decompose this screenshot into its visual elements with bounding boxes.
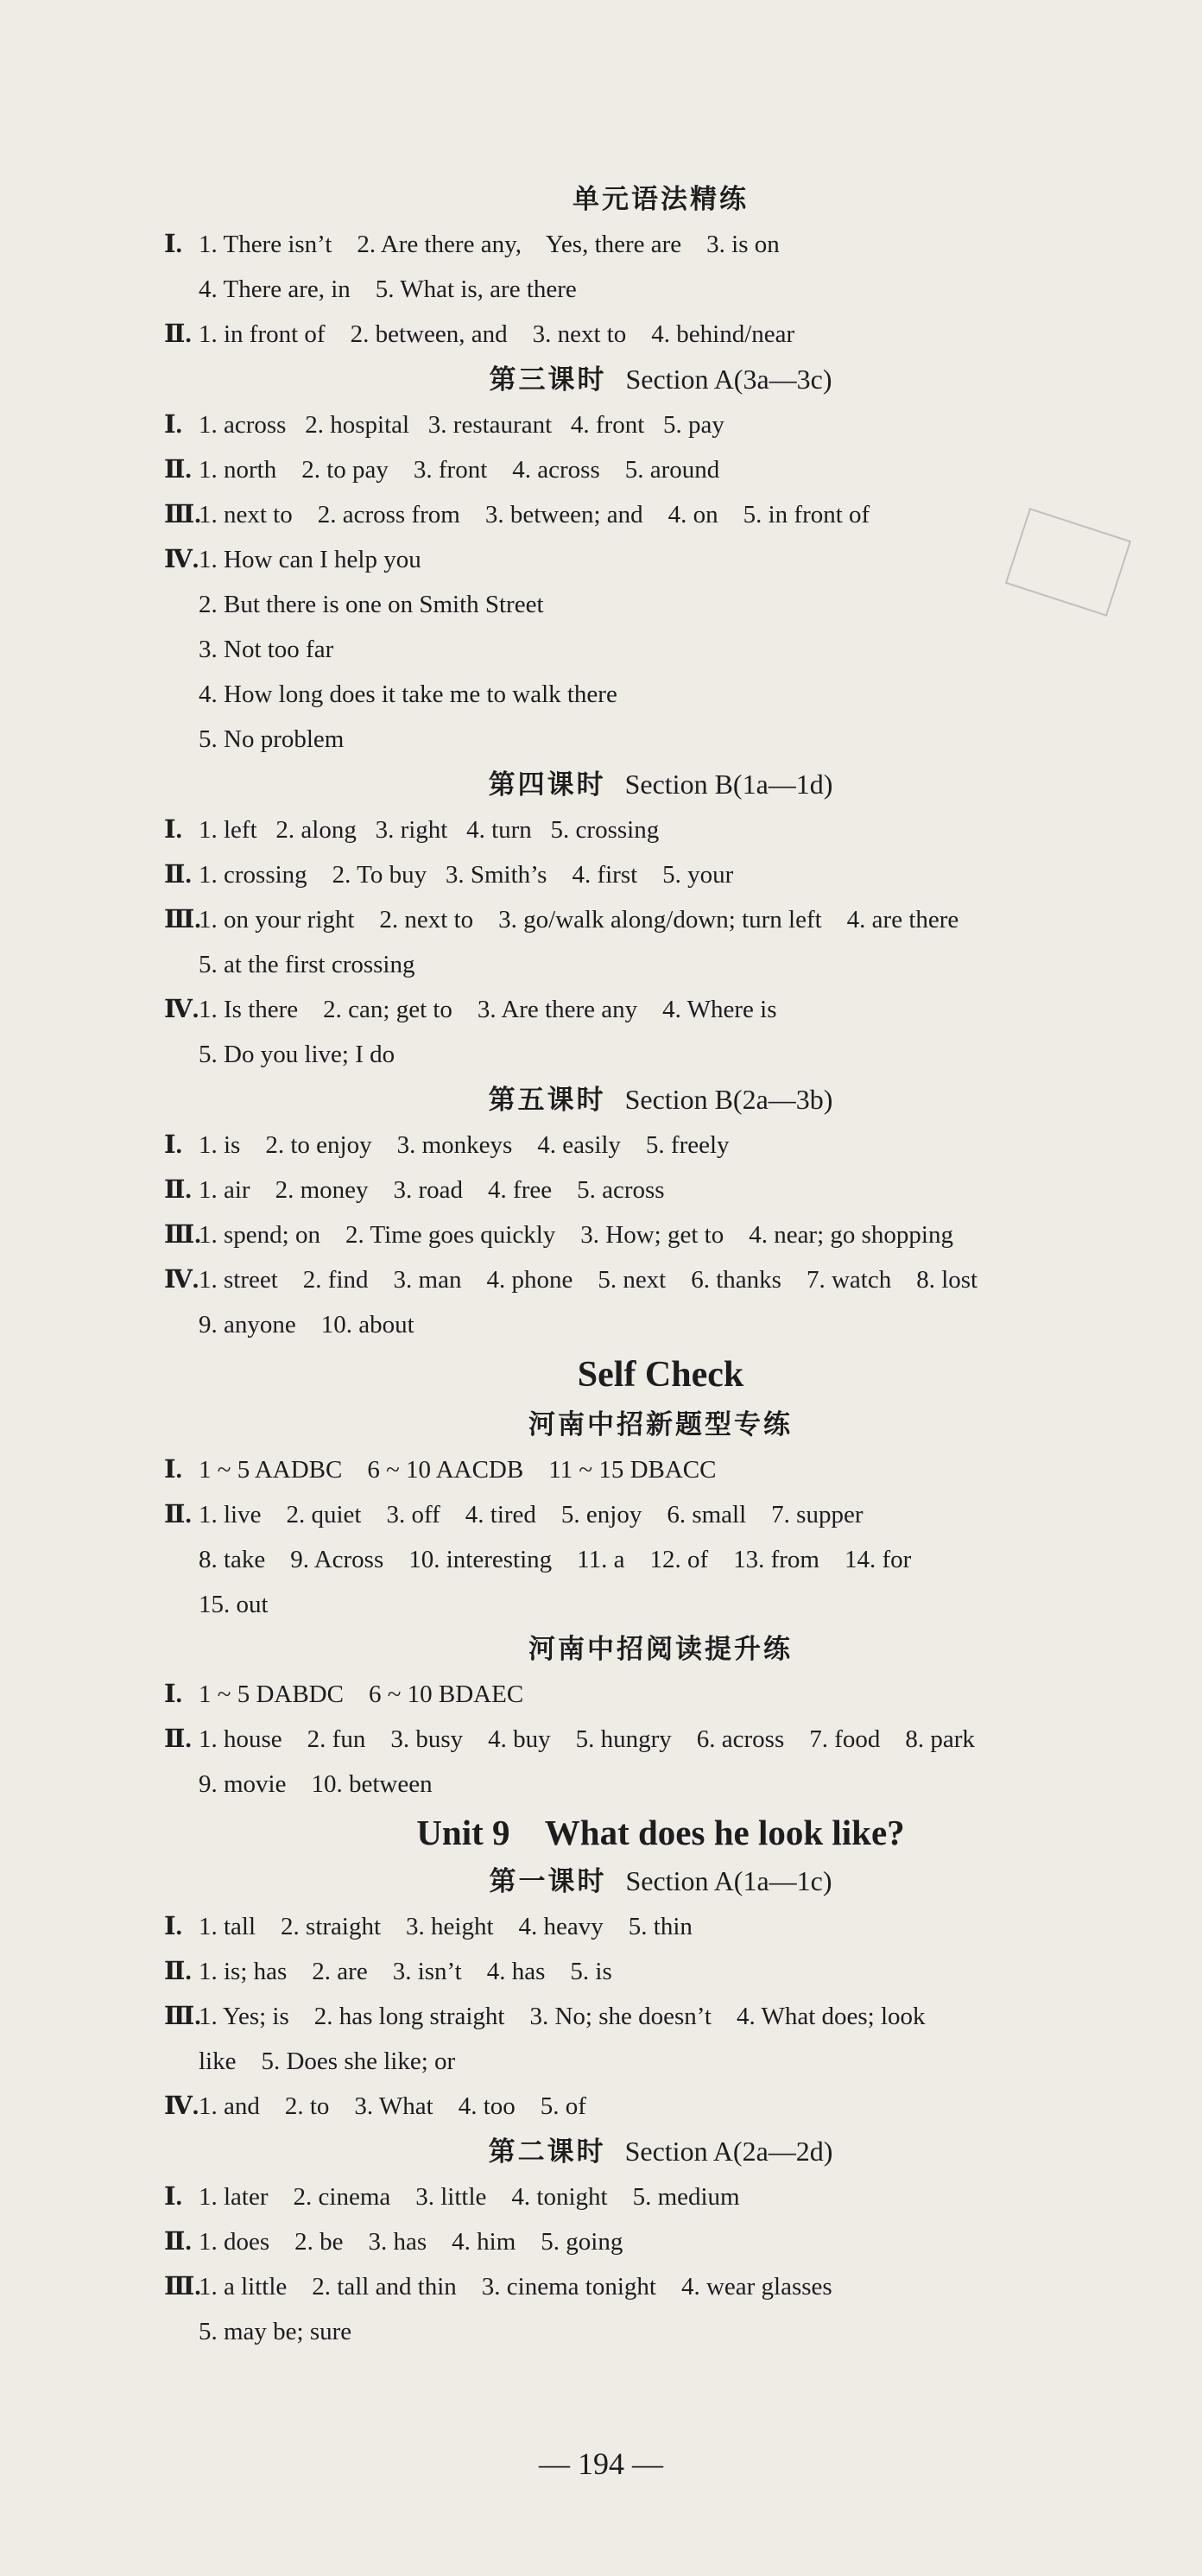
answer-text: 1. does 2. be 3. has 4. him 5. going (199, 2228, 623, 2256)
answer-text: 1. live 2. quiet 3. off 4. tired 5. enjoy 6. small 7. supper (199, 1501, 864, 1529)
answer-text: 1. left 2. along 3. right 4. turn 5. crossing (199, 816, 660, 844)
heading-cn: 第二课时 (488, 2136, 606, 2168)
answer-text: 15. out (199, 1591, 269, 1618)
heading-cn: 第一课时 (489, 1866, 607, 1897)
section-heading (164, 762, 1157, 807)
answer-text: 8. take 9. Across 10. interesting 11. a 12. of 13. from 14. for (199, 1546, 912, 1573)
answer-row (164, 1762, 1157, 1807)
answer-row (164, 1537, 1157, 1582)
answer-text: 1. north 2. to pay 3. front 4. across 5. around (199, 456, 720, 484)
heading-cn: 第五课时 (488, 1085, 606, 1116)
answer-row (164, 717, 1157, 762)
answer-text: 1. crossing 2. To buy 3. Smith’s 4. first 5. your (199, 861, 734, 889)
answer-text: 9. anyone 10. about (199, 1311, 414, 1339)
roman-numeral: Ⅱ. (164, 861, 192, 889)
answer-text: 5. No problem (199, 725, 345, 753)
roman-numeral: Ⅰ. (164, 231, 182, 258)
answer-row (164, 2174, 1157, 2219)
heading-cn: 第三课时 (489, 364, 607, 396)
heading-cn: 河南中招阅读提升练 (528, 1634, 793, 1665)
answer-text: 1 ~ 5 DABDC 6 ~ 10 BDAEC (199, 1680, 524, 1708)
roman-numeral: Ⅲ. (164, 501, 201, 528)
answer-row (164, 1904, 1157, 1949)
heading-section-label: Section A(1a—1c) (625, 1865, 832, 1896)
answer-text: 1. Yes; is 2. has long straight 3. No; she doesn’t 4. What does; look (199, 2003, 926, 2030)
answer-text: 1. house 2. fun 3. busy 4. buy 5. hungry 6. across 7. food 8. park (199, 1725, 975, 1753)
answer-text: 1. across 2. hospital 3. restaurant 4. front 5. pay (199, 411, 724, 439)
answer-text: 1. Is there 2. can; get to 3. Are there any 4. Where is (199, 996, 777, 1023)
answer-row (164, 1257, 1157, 1302)
answer-text: 5. Do you live; I do (199, 1041, 395, 1068)
answer-row (164, 267, 1157, 312)
heading-section-label: Section B(2a—3b) (624, 1084, 833, 1115)
section-heading (164, 1402, 1157, 1447)
answer-text: 4. How long does it take me to walk there (199, 680, 617, 708)
answer-row (164, 492, 1157, 537)
self-check-title: Self Check (577, 1355, 744, 1395)
answer-text: 5. at the first crossing (199, 951, 415, 978)
answer-text: 1. in front of 2. between, and 3. next to 4. behind/near (199, 320, 795, 348)
roman-numeral: Ⅱ. (164, 1501, 192, 1529)
roman-numeral: Ⅲ. (164, 906, 201, 934)
answer-row (164, 1672, 1157, 1717)
answer-text: 1. later 2. cinema 3. little 4. tonight 5. medium (199, 2183, 740, 2211)
section-heading (164, 1627, 1157, 1672)
page-number: — 194 — (539, 2446, 663, 2481)
heading-cn: 河南中招新题型专练 (528, 1409, 793, 1440)
answer-text: 1. is 2. to enjoy 3. monkeys 4. easily 5. freely (199, 1131, 730, 1159)
answer-row (164, 2219, 1157, 2264)
roman-numeral: Ⅰ. (164, 1456, 182, 1484)
answer-text: 1. spend; on 2. Time goes quickly 3. How; get to 4. near; go shopping (199, 1221, 953, 1249)
answer-text: 1. There isn’t 2. Are there any, Yes, there are 3. is on (199, 231, 780, 258)
answer-row (164, 2264, 1157, 2309)
answer-row (164, 2309, 1157, 2354)
answer-text: 1. How can I help you (199, 546, 421, 573)
answer-row (164, 1212, 1157, 1257)
answer-text: 1. and 2. to 3. What 4. too 5. of (199, 2092, 586, 2120)
answer-row (164, 312, 1157, 357)
heading-section-label: Section A(3a—3c) (625, 364, 832, 395)
answer-row (164, 1123, 1157, 1168)
answer-row (164, 1032, 1157, 1077)
roman-numeral: Ⅳ. (164, 546, 199, 573)
heading-section-label: Section A(2a—2d) (624, 2136, 833, 2167)
heading-cn: 单元语法精练 (573, 184, 749, 215)
roman-numeral: Ⅰ. (164, 816, 182, 844)
roman-numeral: Ⅳ. (164, 996, 199, 1023)
heading-section-label: Section B(1a—1d) (624, 769, 833, 800)
answer-text: 4. There are, in 5. What is, are there (199, 275, 577, 303)
answer-text: 1 ~ 5 AADBC 6 ~ 10 AACDB 11 ~ 15 DBACC (199, 1456, 717, 1484)
roman-numeral: Ⅰ. (164, 1131, 182, 1159)
roman-numeral: Ⅳ. (164, 2092, 199, 2120)
roman-numeral: Ⅱ. (164, 320, 192, 348)
answer-row (164, 1302, 1157, 1347)
roman-numeral: Ⅰ. (164, 1680, 182, 1708)
answer-row (164, 222, 1157, 267)
roman-numeral: Ⅲ. (164, 1221, 201, 1249)
answer-row (164, 852, 1157, 897)
section-heading (164, 1858, 1157, 1904)
answer-text: 1. next to 2. across from 3. between; and 4. on 5. in front of (199, 501, 870, 528)
answer-text: 1. is; has 2. are 3. isn’t 4. has 5. is (199, 1958, 612, 1985)
section-heading (164, 177, 1157, 222)
roman-numeral: Ⅲ. (164, 2273, 201, 2301)
answer-row (164, 1447, 1157, 1492)
heading-cn: 第四课时 (488, 769, 606, 801)
answer-text: 1. street 2. find 3. man 4. phone 5. next 6. thanks 7. watch 8. lost (199, 1266, 978, 1294)
answer-text: 1. air 2. money 3. road 4. free 5. across (199, 1176, 665, 1204)
roman-numeral: Ⅱ. (164, 1725, 192, 1753)
answer-text: 9. movie 10. between (199, 1770, 433, 1798)
answer-row (164, 1582, 1157, 1627)
answer-row (164, 897, 1157, 942)
answer-row (164, 582, 1157, 627)
answer-row (164, 807, 1157, 852)
roman-numeral: Ⅱ. (164, 456, 192, 484)
answer-text: like 5. Does she like; or (199, 2048, 456, 2075)
section-heading (164, 357, 1157, 402)
roman-numeral: Ⅲ. (164, 2003, 201, 2030)
answer-row (164, 672, 1157, 717)
unit-title: Unit 9 What does he look like? (416, 1813, 905, 1852)
answer-row (164, 1492, 1157, 1537)
answer-row (164, 537, 1157, 582)
answer-row (164, 447, 1157, 492)
answer-row (164, 627, 1157, 672)
roman-numeral: Ⅰ. (164, 2183, 182, 2211)
answer-row (164, 987, 1157, 1032)
answer-text: 1. a little 2. tall and thin 3. cinema tonight 4. wear glasses (199, 2273, 832, 2301)
answer-row (164, 2039, 1157, 2084)
answer-row (164, 942, 1157, 987)
answer-row (164, 1717, 1157, 1762)
answer-text: 1. on your right 2. next to 3. go/walk along/down; turn left 4. are there (199, 906, 959, 934)
answer-row (164, 1168, 1157, 1212)
roman-numeral: Ⅱ. (164, 2228, 192, 2256)
answer-row (164, 1994, 1157, 2039)
answer-content (164, 177, 1157, 2354)
roman-numeral: Ⅰ. (164, 1913, 182, 1940)
roman-numeral: Ⅰ. (164, 411, 182, 439)
answer-text: 2. But there is one on Smith Street (199, 591, 544, 618)
answer-text: 1. tall 2. straight 3. height 4. heavy 5. thin (199, 1913, 693, 1940)
answer-text: 5. may be; sure (199, 2318, 352, 2345)
answer-row (164, 402, 1157, 447)
answer-row (164, 2084, 1157, 2129)
roman-numeral: Ⅱ. (164, 1958, 192, 1985)
roman-numeral: Ⅳ. (164, 1266, 199, 1294)
roman-numeral: Ⅱ. (164, 1176, 192, 1204)
section-heading (164, 1077, 1157, 1123)
answer-row (164, 1949, 1157, 1994)
section-heading (164, 2129, 1157, 2174)
answer-text: 3. Not too far (199, 636, 334, 663)
